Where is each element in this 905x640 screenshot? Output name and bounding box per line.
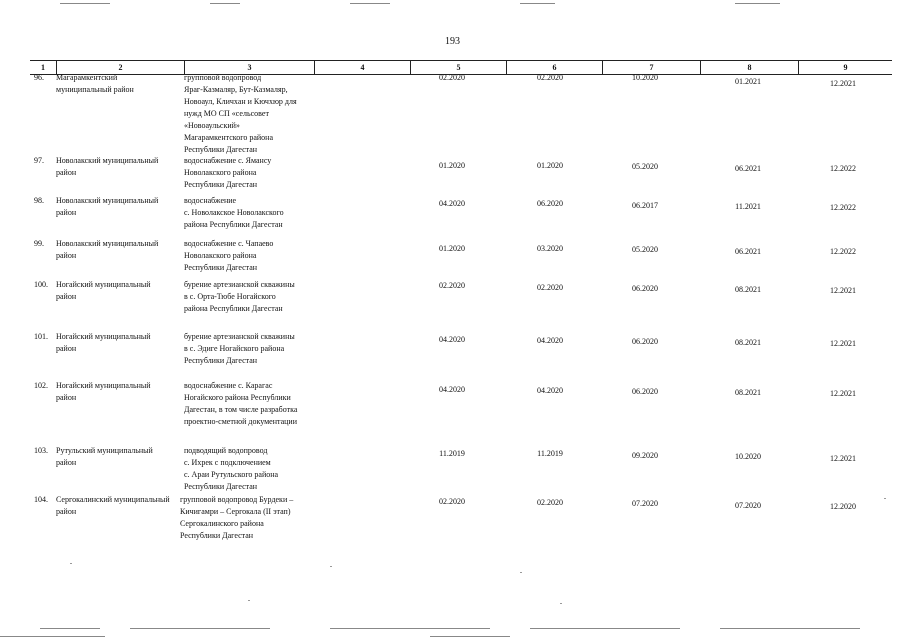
date-col-7: 10.2020 [632,73,658,82]
scan-artifact [60,3,110,4]
object-cell [180,494,320,542]
object-line: групповой водопровод [184,73,262,82]
header-col-4: 4 [314,61,410,74]
date-col-6: 06.2020 [537,199,563,208]
date-col-5: 02.2020 [439,281,465,290]
district-line: Новолакский муниципальный [56,239,159,248]
date-col-8: 08.2021 [735,285,761,294]
object-line: Республики Дагестан [180,531,254,540]
object-line: Новоаул, Кличхан и Кючхюр для [184,97,297,106]
object-line: в с. Эдиге Ногайского района [184,344,285,353]
district-cell [56,238,176,262]
district-line: Магарамкентский [56,73,118,82]
object-line: Республики Дагестан [184,145,258,154]
object-line: «Новоаульский» [184,121,240,130]
date-col-7: 05.2020 [632,245,658,254]
date-col-6: 02.2020 [537,73,563,82]
header-col-5: 5 [410,61,506,74]
object-line: района Республики Дагестан [184,304,283,313]
date-col-7: 06.2017 [632,201,658,210]
header-col-3: 3 [184,61,314,74]
object-line: Магарамкентского района [184,133,273,142]
object-line: Дагестан, в том числе разработка [184,405,298,414]
scan-artifact [330,628,490,629]
object-line: района Республики Дагестан [184,220,283,229]
district-line: Ногайский муниципальный [56,381,151,390]
page-number: 193 [445,36,460,47]
row-number: 96. [34,73,44,82]
date-col-9: 12.2021 [830,286,856,295]
date-col-6: 02.2020 [537,498,563,507]
district-cell [56,331,176,355]
scan-artifact [430,636,510,637]
row-number: 102. [34,381,48,390]
date-col-7: 06.2020 [632,387,658,396]
date-col-9: 12.2022 [830,247,856,256]
object-line: с. Ихрек с подключением [184,458,271,467]
row-number: 98. [34,196,44,205]
scan-artifact [40,628,100,629]
scan-artifact [884,498,886,499]
date-col-8: 11.2021 [735,202,761,211]
scan-artifact [520,3,555,4]
date-col-6: 11.2019 [537,449,563,458]
scan-artifact [560,603,562,604]
date-col-5: 01.2020 [439,161,465,170]
district-line: Рутульский муниципальный [56,446,153,455]
date-col-7: 07.2020 [632,499,658,508]
date-col-6: 03.2020 [537,244,563,253]
scan-artifact [330,566,332,567]
object-line: Яраг-Казмаляр, Бут-Казмаляр, [184,85,288,94]
date-col-5: 04.2020 [439,199,465,208]
object-line: водоснабжение с. Ямансу [184,156,272,165]
object-cell [184,155,324,191]
district-cell [56,279,176,303]
object-cell [184,279,324,315]
date-col-8: 06.2021 [735,247,761,256]
district-cell [56,380,176,404]
object-line: водоснабжение с. Карагас [184,381,273,390]
date-col-6: 04.2020 [537,386,563,395]
object-line: Республики Дагестан [184,356,258,365]
date-col-7: 06.2020 [632,284,658,293]
row-number: 104. [34,495,48,504]
date-col-7: 06.2020 [632,337,658,346]
district-line: Сергокалинский муниципальный [56,495,170,504]
scan-artifact [248,600,250,601]
date-col-6: 04.2020 [537,336,563,345]
district-line: Новолакский муниципальный [56,196,159,205]
object-line: Новолакского района [184,168,257,177]
header-col-1: 1 [41,63,45,72]
object-line: подводящий водопровод [184,446,268,455]
district-line: район [56,251,77,260]
date-col-8: 07.2020 [735,501,761,510]
district-line: Ногайский муниципальный [56,280,151,289]
object-cell [184,380,324,428]
header-col-9: 9 [798,61,892,74]
object-cell [184,331,324,367]
district-line: район [56,344,77,353]
object-line: Новолакского района [184,251,257,260]
object-line: Сергокалинского района [180,519,264,528]
scan-artifact [210,3,240,4]
date-col-9: 12.2022 [830,203,856,212]
district-line: район [56,393,77,402]
row-number: 99. [34,239,44,248]
district-line: район [56,292,77,301]
date-col-9: 12.2022 [830,164,856,173]
date-col-9: 12.2021 [830,79,856,88]
row-number: 97. [34,156,44,165]
district-cell [56,72,176,96]
date-col-6: 01.2020 [537,161,563,170]
object-line: Республики Дагестан [184,482,258,491]
object-line: Ногайского района Республики [184,393,291,402]
date-col-5: 02.2020 [439,497,465,506]
date-col-5: 11.2019 [439,449,465,458]
row-number: 101. [34,332,48,341]
object-line: водоснабжение [184,196,237,205]
date-col-7: 05.2020 [632,162,658,171]
scan-artifact [70,563,72,564]
date-col-6: 02.2020 [537,283,563,292]
scan-artifact [720,628,860,629]
object-line: в с. Орта-Тюбе Ногайского [184,292,276,301]
object-line: нужд МО СП «сельсовет [184,109,269,118]
date-col-9: 12.2020 [830,502,856,511]
scan-artifact [350,3,390,4]
object-cell [184,238,324,274]
district-line: Новолакский муниципальный [56,156,159,165]
header-col-2: 2 [56,61,184,74]
object-line: с. Араи Рутульского района [184,470,279,479]
date-col-5: 01.2020 [439,244,465,253]
date-col-7: 09.2020 [632,451,658,460]
object-line: Республики Дагестан [184,180,258,189]
district-line: район [56,208,77,217]
district-line: район [56,168,77,177]
date-col-9: 12.2021 [830,389,856,398]
scan-artifact [0,636,105,637]
district-line: район [56,507,77,516]
header-col-8: 8 [700,61,798,74]
header-col-6: 6 [506,61,602,74]
object-line: Республики Дагестан [184,263,258,272]
district-line: муниципальный район [56,85,134,94]
object-cell [184,195,324,231]
object-line: бурение артезианской скважины [184,280,295,289]
district-line: Ногайский муниципальный [56,332,151,341]
object-line: проектно-сметной документации [184,417,297,426]
district-cell [56,195,176,219]
district-cell [56,445,176,469]
object-line: Кичигамри – Сергокала (II этап) [180,507,291,516]
object-line: водоснабжение с. Чапаево [184,239,274,248]
date-col-8: 10.2020 [735,452,761,461]
object-cell [184,72,324,156]
object-line: групповой водопровод Бурдеки – [180,495,294,504]
date-col-5: 04.2020 [439,335,465,344]
date-col-8: 01.2021 [735,77,761,86]
date-col-5: 02.2020 [439,73,465,82]
scan-artifact [130,628,270,629]
date-col-8: 08.2021 [735,338,761,347]
date-col-9: 12.2021 [830,454,856,463]
row-number: 103. [34,446,48,455]
district-line: район [56,458,77,467]
scan-artifact [735,3,780,4]
date-col-8: 08.2021 [735,388,761,397]
scan-artifact [520,572,522,573]
district-cell [56,155,176,179]
district-cell [56,494,184,518]
date-col-9: 12.2021 [830,339,856,348]
object-line: бурение артезианской скважины [184,332,295,341]
header-col-7: 7 [602,61,700,74]
row-number: 100. [34,280,48,289]
date-col-8: 06.2021 [735,164,761,173]
object-line: с. Новолакское Новолакского [184,208,284,217]
object-cell [184,445,324,493]
date-col-5: 04.2020 [439,385,465,394]
scan-artifact [530,628,680,629]
